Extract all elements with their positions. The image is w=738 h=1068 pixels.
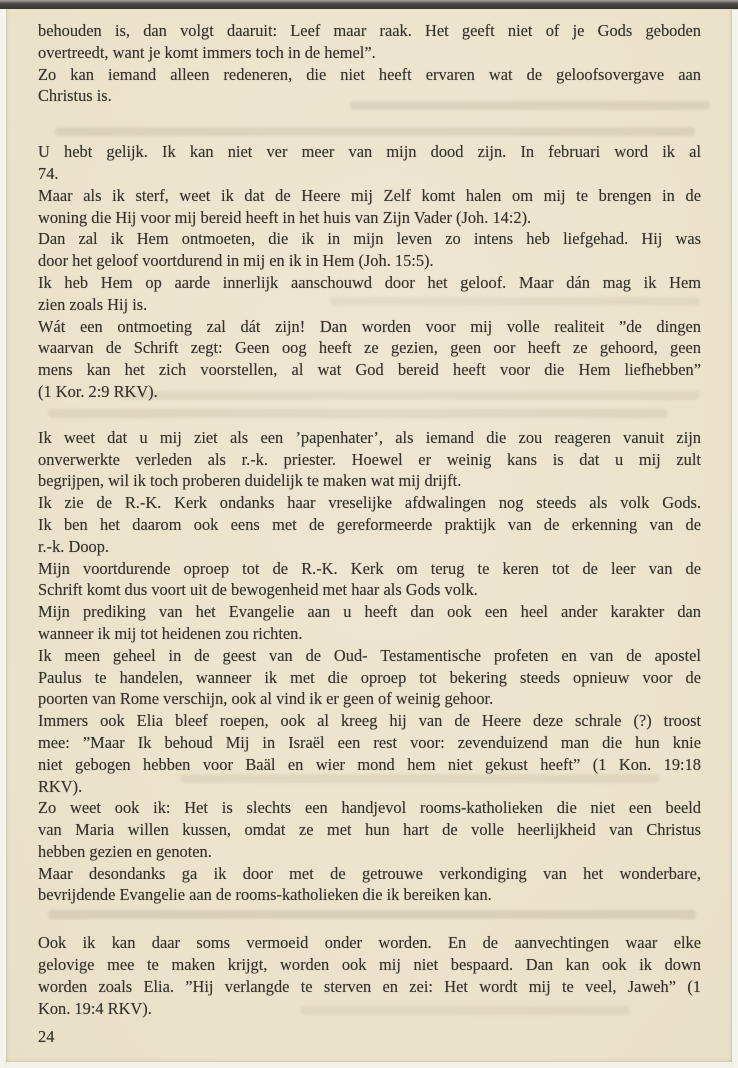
text-line: Ook ik kan daar soms vermoeid onder worden. En de aanvechtingen waar elke	[38, 933, 701, 953]
text-line: Paulus te handelen, wanneer ik met die oproep tot bekering steeds opnieuw voor de	[38, 667, 701, 687]
paragraph	[38, 492, 701, 514]
paragraph	[38, 932, 701, 1019]
text-block	[38, 20, 701, 107]
paragraph	[38, 863, 701, 907]
text-line: poorten van Rome verschijn, ook al vind ik er geen of weinig gehoor.	[38, 689, 494, 709]
text-line: 74.	[38, 163, 59, 183]
text-line: (1 Kor. 2:9 RKV).	[38, 381, 158, 401]
paragraph	[38, 558, 701, 602]
text-line: RKV).	[38, 776, 83, 796]
text-block	[38, 427, 701, 907]
text-block	[38, 141, 701, 403]
text-line: overtreedt, want je komt immers toch in de hemel”.	[38, 42, 376, 62]
paragraph	[38, 64, 701, 108]
paragraph	[38, 316, 701, 403]
text-line: r.-k. Doop.	[38, 536, 110, 556]
text-line: Zo kan iemand alleen redeneren, die niet heeft ervaren wat de geloofsovergave aan	[38, 64, 701, 84]
text-line: Ik weet dat u mij ziet als een ’papenhater’, als iemand die zou reageren vanuit zijn	[38, 427, 701, 447]
text-line: bevrijdende Evangelie aan de rooms-katholieken die ik bereiken kan.	[38, 885, 492, 905]
text-line: U hebt gelijk. Ik kan niet ver meer van mijn dood zijn. In februari word ik al	[38, 142, 701, 162]
scan-edge-bottom	[6, 1062, 732, 1068]
text-line: woning die Hij voor mij bereid heeft in het huis van Zijn Vader (Joh. 14:2).	[38, 207, 532, 227]
text-line: Christus is.	[38, 86, 112, 106]
paragraph	[38, 185, 701, 229]
paragraph	[38, 645, 701, 710]
text-block	[38, 932, 701, 1019]
page-number: 24	[38, 1027, 55, 1046]
paragraph	[38, 20, 701, 64]
text-column	[38, 20, 701, 1019]
text-line: Maar als ik sterf, weet ik dat de Heere mij Zelf komt halen om mij te brengen in de	[38, 185, 701, 205]
text-line: Kon. 19:4 RKV).	[38, 998, 152, 1018]
text-line: zien zoals Hij is.	[38, 294, 148, 314]
text-line: behouden is, dan volgt daaruit: Leef maar raak. Het geeft niet of je Gods geboden	[38, 21, 701, 40]
text-line: gelovige mee te maken krijgt, worden ook mij niet bespaard. Dan kan ook ik down	[38, 955, 701, 975]
text-line: hebben gezien en genoten.	[38, 841, 212, 861]
text-line: mens kan het zich voorstellen, al wat God bereid heeft voor die Hem liefhebben”	[38, 360, 701, 380]
paragraph	[38, 514, 701, 558]
text-line: onverwerkte verleden als r.-k. priester. Hoewel er weinig kans is dat u mij zult	[38, 449, 701, 469]
paragraph	[38, 797, 701, 862]
text-line: Ik meen geheel in de geest van de Oud- Testamentische profeten en van de apostel	[38, 645, 701, 665]
text-line: Immers ook Elia bleef roepen, ook al kreeg hij van de Heere deze schrale (?) troost	[38, 711, 701, 731]
text-line: begrijpen, wil ik toch proberen duidelijk te maken wat mij drijft.	[38, 471, 462, 491]
text-line: Schrift komt dus voort uit de bewogenheid met haar als Gods volk.	[38, 580, 478, 600]
paragraph	[38, 427, 701, 492]
paragraph	[38, 710, 701, 797]
scan-edge-right	[732, 10, 738, 1068]
text-line: Wát een ontmoeting zal dát zijn! Dan worden voor mij volle realiteit ”de dingen	[38, 316, 701, 336]
paragraph	[38, 601, 701, 645]
text-line: wanneer ik mij tot heidenen zou richten.	[38, 623, 303, 643]
text-line: waarvan de Schrift zegt: Geen oog heeft ze gezien, geen oor heeft ze gehoord, geen	[38, 338, 701, 358]
scan-edge-top	[0, 0, 738, 9]
paragraph	[38, 272, 701, 316]
text-line: Mijn voortdurende oproep tot de R.-K. Kerk om terug te keren tot de leer van de	[38, 558, 701, 578]
text-line: door het geloof voortdurend in mij en ik in Hem (Joh. 15:5).	[38, 251, 434, 271]
paragraph	[38, 228, 701, 272]
text-line: mee: ”Maar Ik behoud Mij in Israël een rest voor: zevenduizend man die hun knie	[38, 732, 701, 752]
paragraph	[38, 141, 701, 185]
text-line: Zo weet ook ik: Het is slechts een handjevol rooms-katholieken die niet een beeld	[38, 798, 701, 818]
text-line: Ik zie de R.-K. Kerk ondanks haar vreselijke afdwalingen nog steeds als volk Gods.	[38, 493, 701, 513]
text-line: Maar desondanks ga ik door met de getrouwe verkondiging van het wonderbare,	[38, 863, 701, 883]
text-line: Ik ben het daarom ook eens met de gereformeerde praktijk van de erkenning van de	[38, 514, 701, 534]
text-line: van Maria willen kussen, omdat ze met hun hart de volle heerlijkheid van Christus	[38, 820, 701, 840]
text-line: Mijn prediking van het Evangelie aan u heeft dan ook een heel ander karakter dan	[38, 602, 701, 622]
text-line: Ik heb Hem op aarde innerlijk aanschouwd door het geloof. Maar dán mag ik Hem	[38, 272, 701, 292]
scan-edge-left	[0, 9, 6, 1068]
text-line: worden zoals Elia. ”Hij verlangde te sterven en zei: Het wordt mij te veel, Jaweh” (1	[38, 976, 701, 996]
text-line: Dan zal ik Hem ontmoeten, die ik in mijn leven zo intens heb liefgehad. Hij was	[38, 229, 701, 249]
text-line: niet gebogen hebben voor Baäl en wier mond hem niet gekust heeft” (1 Kon. 19:18	[38, 754, 701, 774]
